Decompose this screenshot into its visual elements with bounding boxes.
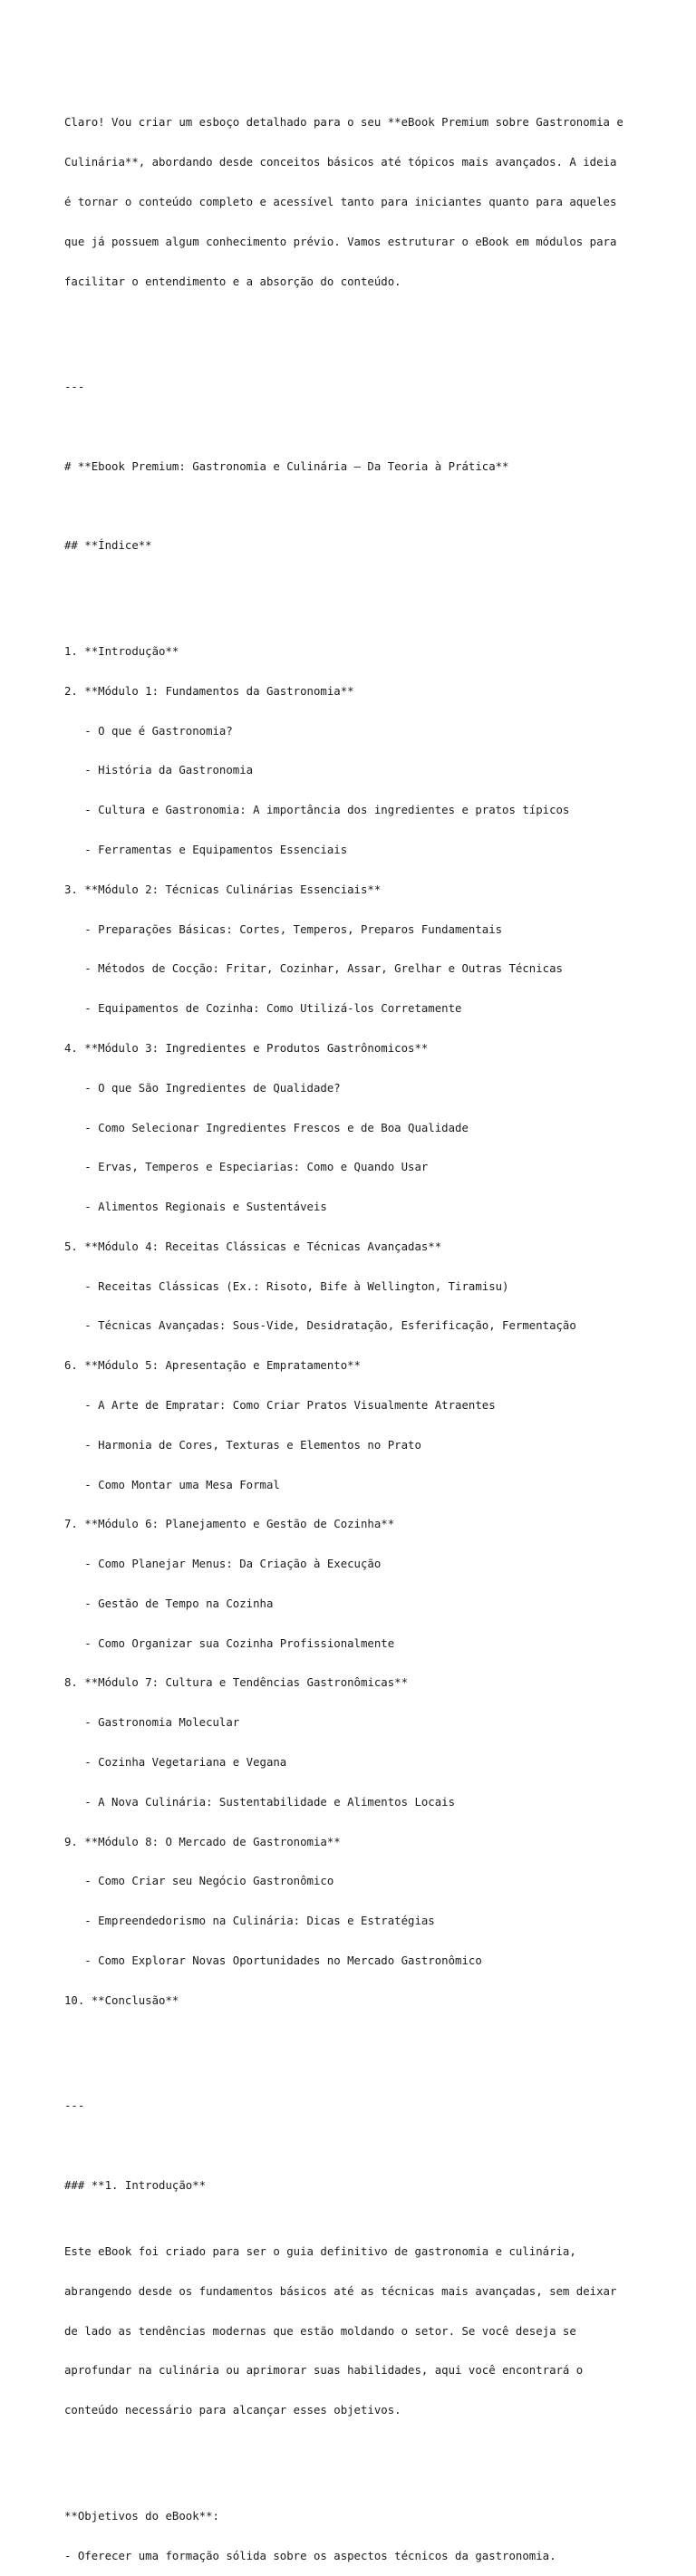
index-item: - Cozinha Vegetariana e Vegana xyxy=(64,1756,287,1769)
index-item: - Gestão de Tempo na Cozinha xyxy=(64,1597,274,1610)
intro-line: Culinária**, abordando desde conceitos básicos até tópicos mais avançados. A ideia xyxy=(64,156,617,169)
index-item: - O que é Gastronomia? xyxy=(64,724,233,738)
section-line: abrangendo desde os fundamentos básicos até as técnicas mais avançadas, sem deixar xyxy=(64,2284,617,2298)
index-item: - O que São Ingredientes de Qualidade? xyxy=(64,1081,341,1095)
intro-line: Claro! Vou criar um esboço detalhado para o seu **eBook Premium sobre Gastronomia e xyxy=(64,116,624,130)
objective-item: - Oferecer uma formação sólida sobre os aspectos técnicos da gastronomia. xyxy=(64,2549,556,2562)
intro-line: facilitar o entendimento e a absorção do conteúdo. xyxy=(64,275,401,288)
section-paragraph xyxy=(64,2219,681,2444)
index-item: 4. **Módulo 3: Ingredientes e Produtos Gastrônomicos** xyxy=(64,1041,429,1055)
index-item: - História da Gastronomia xyxy=(64,764,254,777)
intro-paragraph xyxy=(64,90,681,314)
spacer xyxy=(64,2470,681,2484)
index-item: - Como Planejar Menus: Da Criação à Execução xyxy=(64,1558,382,1571)
index-item: 3. **Módulo 2: Técnicas Culinárias Essenciais** xyxy=(64,883,382,896)
section-heading: ### **1. Introdução** xyxy=(64,2179,207,2192)
document-title: # **Ebook Premium: Gastronomia e Culinária – Da Teoria à Prática** xyxy=(64,459,509,473)
index-item: 9. **Módulo 8: O Mercado de Gastronomia** xyxy=(64,1835,341,1848)
index-item: - Ervas, Temperos e Especiarias: Como e Quando Usar xyxy=(64,1161,429,1174)
index-item: - Empreendedorismo na Culinária: Dicas e Estratégias xyxy=(64,1915,435,1928)
spacer xyxy=(64,420,681,434)
index-item: 2. **Módulo 1: Fundamentos da Gastronomia** xyxy=(64,684,354,698)
index-item: - Como Organizar sua Cozinha Profissionalmente xyxy=(64,1636,395,1650)
index-item: 10. **Conclusão** xyxy=(64,1993,179,2007)
index-item: - Ferramentas e Equipamentos Essenciais xyxy=(64,844,348,857)
section-line: Este eBook foi criado para ser o guia definitivo de gastronomia e culinária, xyxy=(64,2244,576,2258)
index-item: - Como Montar uma Mesa Formal xyxy=(64,1478,280,1491)
spacer xyxy=(64,2060,681,2074)
section-line: de lado as tendências modernas que estão moldando o setor. Se você deseja se xyxy=(64,2324,576,2338)
section-line: aprofundar na culinária ou aprimorar suas habilidades, aqui você encontrará o xyxy=(64,2364,584,2378)
index-list xyxy=(64,619,681,2034)
index-item: - Como Explorar Novas Oportunidades no Mercado Gastronômico xyxy=(64,1954,482,1967)
index-item: 5. **Módulo 4: Receitas Clássicas e Técnicas Avançadas** xyxy=(64,1240,442,1253)
separator: --- xyxy=(64,381,85,394)
objectives-heading: **Objetivos do eBook**: xyxy=(64,2509,219,2523)
separator: --- xyxy=(64,2099,85,2113)
index-item: - Como Criar seu Negócio Gastronômico xyxy=(64,1875,334,1888)
spacer xyxy=(64,579,681,593)
index-item: 6. **Módulo 5: Apresentação e Empratamento** xyxy=(64,1359,361,1373)
index-item: 8. **Módulo 7: Cultura e Tendências Gastronômicas** xyxy=(64,1676,409,1690)
index-item: - Como Selecionar Ingredientes Frescos e de Boa Qualidade xyxy=(64,1121,469,1134)
index-item: - Receitas Clássicas (Ex.: Risoto, Bife à Wellington, Tiramisu) xyxy=(64,1279,509,1293)
spacer xyxy=(64,2139,681,2153)
index-item: - Gastronomia Molecular xyxy=(64,1716,240,1730)
intro-line: é tornar o conteúdo completo e acessível tanto para iniciantes quanto para aqueles xyxy=(64,195,617,208)
index-item: - Técnicas Avançadas: Sous-Vide, Desidratação, Esferificação, Fermentação xyxy=(64,1319,576,1333)
index-item: - Cultura e Gastronomia: A importância dos ingredientes e pratos típicos xyxy=(64,804,570,817)
index-heading: ## **Índice** xyxy=(64,539,152,553)
index-item: - Harmonia de Cores, Texturas e Elementos no Prato xyxy=(64,1438,421,1452)
spacer xyxy=(64,500,681,514)
index-item: 7. **Módulo 6: Planejamento e Gestão de Cozinha** xyxy=(64,1518,395,1531)
index-item: - A Arte de Empratar: Como Criar Pratos Visualmente Atraentes xyxy=(64,1398,496,1412)
index-item: - Alimentos Regionais e Sustentáveis xyxy=(64,1201,327,1214)
index-item: - Equipamentos de Cozinha: Como Utilizá-los Corretamente xyxy=(64,1002,462,1016)
index-item: 1. **Introdução** xyxy=(64,645,179,659)
section-line: conteúdo necessário para alcançar esses objetivos. xyxy=(64,2404,401,2417)
index-item: - A Nova Culinária: Sustentabilidade e Alimentos Locais xyxy=(64,1795,456,1809)
document-page xyxy=(64,63,681,2576)
spacer xyxy=(64,341,681,354)
index-item: - Preparações Básicas: Cortes, Temperos, Preparos Fundamentais xyxy=(64,922,503,936)
intro-line: que já possuem algum conhecimento prévio. Vamos estruturar o eBook em módulos para xyxy=(64,235,617,248)
index-item: - Métodos de Cocção: Fritar, Cozinhar, Assar, Grelhar e Outras Técnicas xyxy=(64,962,563,976)
